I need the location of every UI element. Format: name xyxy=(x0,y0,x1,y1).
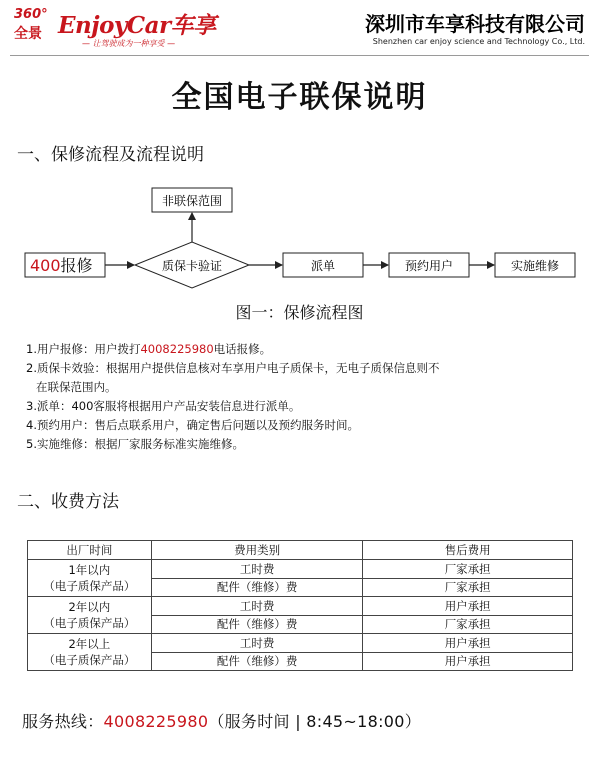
note-item-4: 4.预约用户：售后点联系用户，确定售后问题以及预约服务时间。 xyxy=(26,418,359,432)
company-name-cn: 深圳市车享科技有限公司 xyxy=(365,12,585,36)
section-heading-warranty-flow: 一、保修流程及流程说明 xyxy=(17,145,204,165)
hotline-phone: 4008225980 xyxy=(103,712,209,731)
flow-reserve-label: 预约用户 xyxy=(404,259,454,273)
warranty-flowchart xyxy=(0,170,599,298)
fee-table-header-row xyxy=(28,541,573,560)
fee-bearer-cell: 用户承担 xyxy=(363,634,573,653)
header-factory-time: 出厂时间 xyxy=(28,541,152,560)
header-fee-type: 费用类别 xyxy=(151,541,363,560)
fee-bearer-cell: 用户承担 xyxy=(363,652,573,671)
note-item-1 xyxy=(26,340,586,359)
table-row xyxy=(28,560,573,579)
fee-type-cell: 配件（维修）费 xyxy=(151,615,363,634)
header-divider xyxy=(10,55,589,56)
section-heading-fees: 二、收费方法 xyxy=(17,492,119,512)
flow-dispatch-label: 派单 xyxy=(310,259,336,273)
document-title: 全国电子联保说明 xyxy=(171,80,428,115)
flow-decision-label: 质保卡验证 xyxy=(161,259,223,273)
note-1-phone: 4008225980 xyxy=(140,342,214,356)
logo-360-text: 360° xyxy=(14,7,48,22)
fee-type-cell: 工时费 xyxy=(151,560,363,579)
header-after-sale-fee: 售后费用 xyxy=(363,541,573,560)
note-item-5: 5.实施维修：根据厂家服务标准实施维修。 xyxy=(26,437,244,451)
note-1-text-end: 电话报修。 xyxy=(213,342,272,356)
fee-table xyxy=(27,540,573,671)
service-hotline xyxy=(22,709,421,732)
period-sublabel: （电子质保产品） xyxy=(43,653,136,667)
note-2-text: 2.质保卡效验：根据用户提供信息核对车享用户电子质保卡，无电子质保信息则不 xyxy=(26,361,440,375)
logo-360-quanjing xyxy=(14,8,48,46)
period-cell xyxy=(28,560,152,597)
flow-start-report: 报修 xyxy=(60,256,93,275)
period-cell xyxy=(28,597,152,634)
flow-repair-label: 实施维修 xyxy=(510,259,560,273)
brand-slogan: — 让驾驶成为一种享受 — xyxy=(82,39,176,48)
flow-notes-list xyxy=(26,340,586,454)
period-sublabel: （电子质保产品） xyxy=(43,579,136,593)
note-item-3: 3.派单：400客服将根据用户产品安装信息进行派单。 xyxy=(26,399,301,413)
period-sublabel: （电子质保产品） xyxy=(43,616,136,630)
flow-start-400: 400 xyxy=(30,256,61,275)
fee-bearer-cell: 厂家承担 xyxy=(363,560,573,579)
fee-type-cell: 工时费 xyxy=(151,634,363,653)
table-row xyxy=(28,634,573,653)
company-name-en: Shenzhen car enjoy science and Technology Co., Ltd. xyxy=(372,37,585,46)
note-item-2-cont: 在联保范围内。 xyxy=(36,380,117,394)
flow-start-label xyxy=(30,256,93,275)
fee-type-cell: 配件（维修）费 xyxy=(151,652,363,671)
period-label: 2年以内 xyxy=(68,600,111,614)
period-label: 2年以上 xyxy=(68,637,111,651)
fee-type-cell: 配件（维修）费 xyxy=(151,578,363,597)
period-label: 1年以内 xyxy=(68,563,111,577)
logo-quanjing-text: 全景 xyxy=(14,26,42,42)
period-cell xyxy=(28,634,152,671)
table-row xyxy=(28,597,573,616)
figure-caption: 图一：保修流程图 xyxy=(235,303,364,322)
fee-bearer-cell: 厂家承担 xyxy=(363,615,573,634)
flow-nonwarranty-label: 非联保范围 xyxy=(161,194,223,208)
hotline-hours: （服务时间 | 8:45~18:00） xyxy=(208,712,422,731)
fee-type-cell: 工时费 xyxy=(151,597,363,616)
hotline-label: 服务热线： xyxy=(22,712,104,731)
fee-bearer-cell: 用户承担 xyxy=(363,597,573,616)
brand-logo: EnjoyCar车享 xyxy=(58,12,216,39)
note-item-2 xyxy=(26,359,586,378)
note-1-text: 1.用户报修：用户拨打 xyxy=(26,342,141,356)
fee-bearer-cell: 厂家承担 xyxy=(363,578,573,597)
